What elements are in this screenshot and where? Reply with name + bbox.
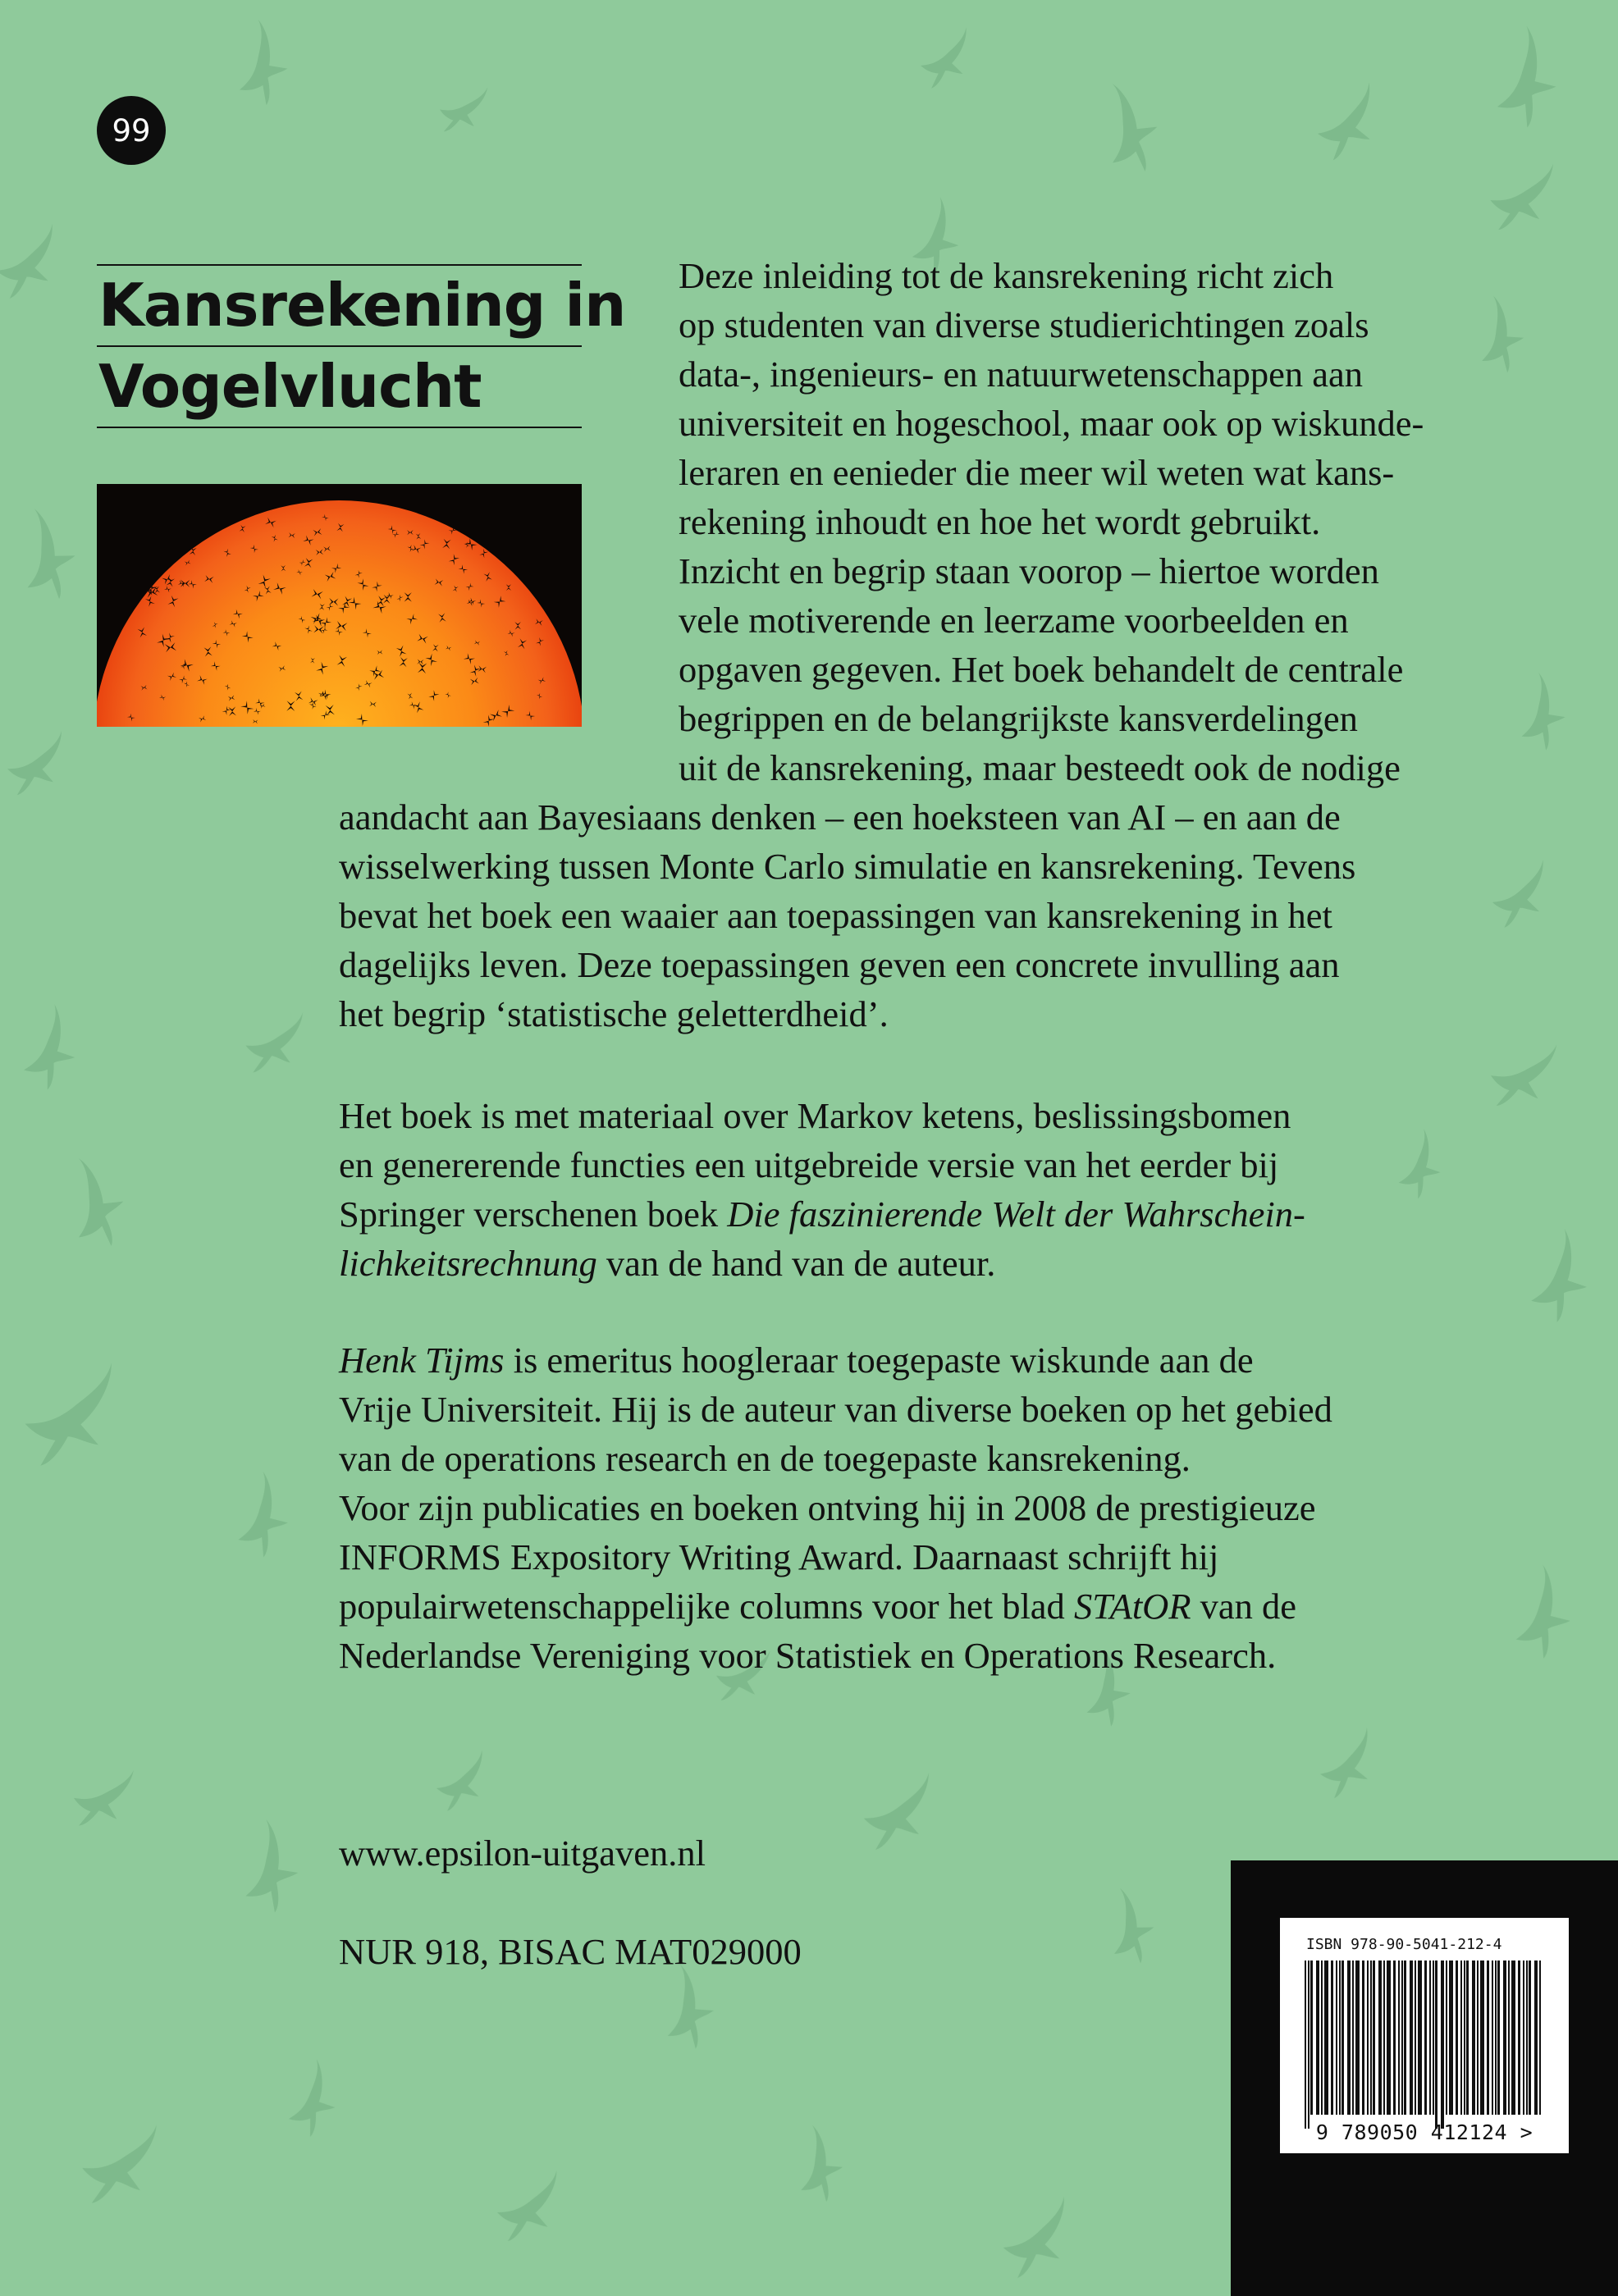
barcode-bar — [1383, 1961, 1385, 2115]
text-line — [339, 1582, 1488, 1631]
barcode-bar — [1324, 1961, 1328, 2115]
barcode-bar — [1523, 1961, 1524, 2115]
book-title-line-2: Vogelvlucht — [98, 352, 482, 421]
barcode-bar — [1310, 1961, 1313, 2115]
intro-line: uit de kansrekening, maar besteedt ook de nodige — [679, 747, 1401, 788]
barcode-bar — [1393, 1961, 1396, 2115]
barcode-bar — [1472, 1961, 1475, 2115]
classification-codes: NUR 918, BISAC MAT029000 — [339, 1931, 802, 1972]
book-title-line-1: Kansrekening in — [97, 266, 582, 347]
barcode-bar — [1449, 1961, 1453, 2115]
text-fragment: van de — [1191, 1586, 1297, 1627]
barcode-bar — [1367, 1961, 1369, 2115]
barcode-bar — [1305, 1961, 1306, 2129]
barcode-bar — [1308, 1961, 1309, 2129]
barcode-bar — [1378, 1961, 1382, 2115]
series-number-badge: 99 — [97, 96, 166, 165]
original-book-title-continued: lichkeitsrechnung — [339, 1243, 597, 1284]
text-line: Nederlandse Vereniging voor Statistiek en Operations Research. — [339, 1635, 1277, 1676]
magazine-name: STAtOR — [1073, 1586, 1191, 1627]
text-line: INFORMS Expository Writing Award. Daarnaast schrijft hij — [339, 1536, 1219, 1577]
barcode-bar — [1415, 1961, 1416, 2115]
intro-line: leraren en eenieder die meer wil weten wat kans- — [679, 452, 1395, 493]
text-line: Voor zijn publicaties en boeken ontving hij in 2008 de prestigieuze — [339, 1487, 1316, 1528]
text-fragment: van de hand van de auteur. — [596, 1243, 996, 1284]
intro-line: data-, ingenieurs- en natuurwetenschappen aan — [679, 354, 1364, 395]
barcode-bar — [1433, 1961, 1434, 2115]
intro-line: begrippen en de belangrijkste kansverdelingen — [679, 698, 1358, 739]
intro-line: Deze inleiding tot de kansrekening richt zich — [679, 255, 1334, 296]
publisher-website: www.epsilon-uitgaven.nl — [339, 1833, 706, 1874]
barcode-bar — [1352, 1961, 1354, 2115]
text-fragment: is emeritus hoogleraar toegepaste wiskunde aan de — [504, 1340, 1254, 1381]
barcode-bar — [1480, 1961, 1484, 2115]
intro-line: Inzicht en begrip staan voorop – hiertoe worden — [679, 550, 1379, 591]
text-line: en genererende functies een uitgebreide versie van het eerder bij — [339, 1144, 1279, 1185]
barcode-bar — [1495, 1961, 1497, 2115]
intro-line: bevat het boek een waaier aan toepassingen van kansrekening in het — [339, 895, 1332, 936]
intro-line: het begrip ‘statistische geletterdheid’. — [339, 993, 889, 1034]
barcode-bar — [1373, 1961, 1375, 2115]
barcode-bar — [1410, 1961, 1413, 2115]
barcode-bar — [1331, 1961, 1333, 2115]
barcode-bar — [1526, 1961, 1528, 2115]
barcode-bar — [1511, 1961, 1515, 2115]
barcode-bar — [1456, 1961, 1458, 2115]
text-fragment: Springer verschenen boek — [339, 1194, 728, 1235]
barcode-bar — [1441, 1961, 1444, 2129]
barcode-bars — [1305, 1961, 1544, 2131]
barcode-bar — [1492, 1961, 1493, 2115]
barcode-bar — [1339, 1961, 1341, 2115]
barcode-bar — [1464, 1961, 1465, 2115]
barcode-bar — [1404, 1961, 1406, 2115]
barcode-bar — [1341, 1961, 1344, 2115]
extended-version-paragraph — [339, 1091, 1488, 1288]
barcode-bar — [1518, 1961, 1520, 2115]
barcode-bar — [1424, 1961, 1427, 2115]
barcode-bar — [1446, 1961, 1447, 2115]
text-line: van de operations research en de toegepaste kansrekening. — [339, 1438, 1191, 1479]
barcode-bar — [1336, 1961, 1337, 2115]
intro-line: wisselwerking tussen Monte Carlo simulatie en kansrekening. Tevens — [339, 846, 1356, 887]
barcode-bar — [1466, 1961, 1469, 2115]
barcode-bar — [1347, 1961, 1351, 2115]
original-book-title: Die faszinierende Welt der Wahrschein- — [727, 1194, 1305, 1235]
intro-line: op studenten van diverse studierichtingen zoals — [679, 304, 1369, 345]
author-name: Henk Tijms — [339, 1340, 505, 1381]
text-line — [339, 1335, 1488, 1385]
barcode-bar — [1503, 1961, 1506, 2115]
barcode-bar — [1435, 1961, 1437, 2129]
intro-line: universiteit en hogeschool, maar ook op wiskunde- — [679, 403, 1424, 444]
text-fragment: populairwetenschappelijke columns voor het blad — [339, 1586, 1074, 1627]
barcode-bar — [1429, 1961, 1431, 2115]
ean-digits: 9 789050 412124 > — [1315, 2120, 1533, 2144]
barcode-bar — [1418, 1961, 1422, 2115]
intro-paragraph — [339, 251, 1537, 1038]
barcode-bar — [1497, 1961, 1500, 2115]
barcode-bar — [1487, 1961, 1489, 2115]
barcode-bar — [1508, 1961, 1510, 2115]
text-line — [339, 1189, 1488, 1239]
barcode-bar — [1370, 1961, 1372, 2115]
barcode-bar — [1477, 1961, 1479, 2115]
intro-line: rekening inhoudt en hoe het wordt gebruikt. — [679, 501, 1321, 542]
intro-line: dagelijks leven. Deze toepassingen geven een concrete invulling aan — [339, 944, 1340, 985]
isbn-barcode — [1280, 1918, 1569, 2153]
barcode-bar — [1460, 1961, 1462, 2115]
barcode-bar — [1539, 1961, 1541, 2115]
barcode-bar — [1355, 1961, 1360, 2115]
isbn-text: ISBN 978-90-5041-212-4 — [1306, 1936, 1502, 1953]
text-line — [339, 1239, 1488, 1288]
barcode-bar — [1316, 1961, 1319, 2115]
text-line: Vrije Universiteit. Hij is de auteur van diverse boeken op het gebied — [339, 1389, 1332, 1430]
barcode-bar — [1362, 1961, 1364, 2115]
barcode-bar — [1398, 1961, 1400, 2115]
intro-line: vele motiverende en leerzame voorbeelden en — [679, 600, 1349, 641]
barcode-bar — [1529, 1961, 1531, 2115]
barcode-bar — [1401, 1961, 1403, 2115]
barcode-bar — [1387, 1961, 1391, 2115]
text-line: Het boek is met materiaal over Markov ketens, beslissingsbomen — [339, 1095, 1291, 1136]
barcode-bar — [1321, 1961, 1323, 2115]
author-bio-paragraph — [339, 1335, 1488, 1680]
intro-line: aandacht aan Bayesiaans denken – een hoeksteen van AI – en aan de — [339, 797, 1341, 838]
barcode-bar — [1534, 1961, 1538, 2115]
intro-line: opgaven gegeven. Het boek behandelt de centrale — [679, 649, 1404, 690]
